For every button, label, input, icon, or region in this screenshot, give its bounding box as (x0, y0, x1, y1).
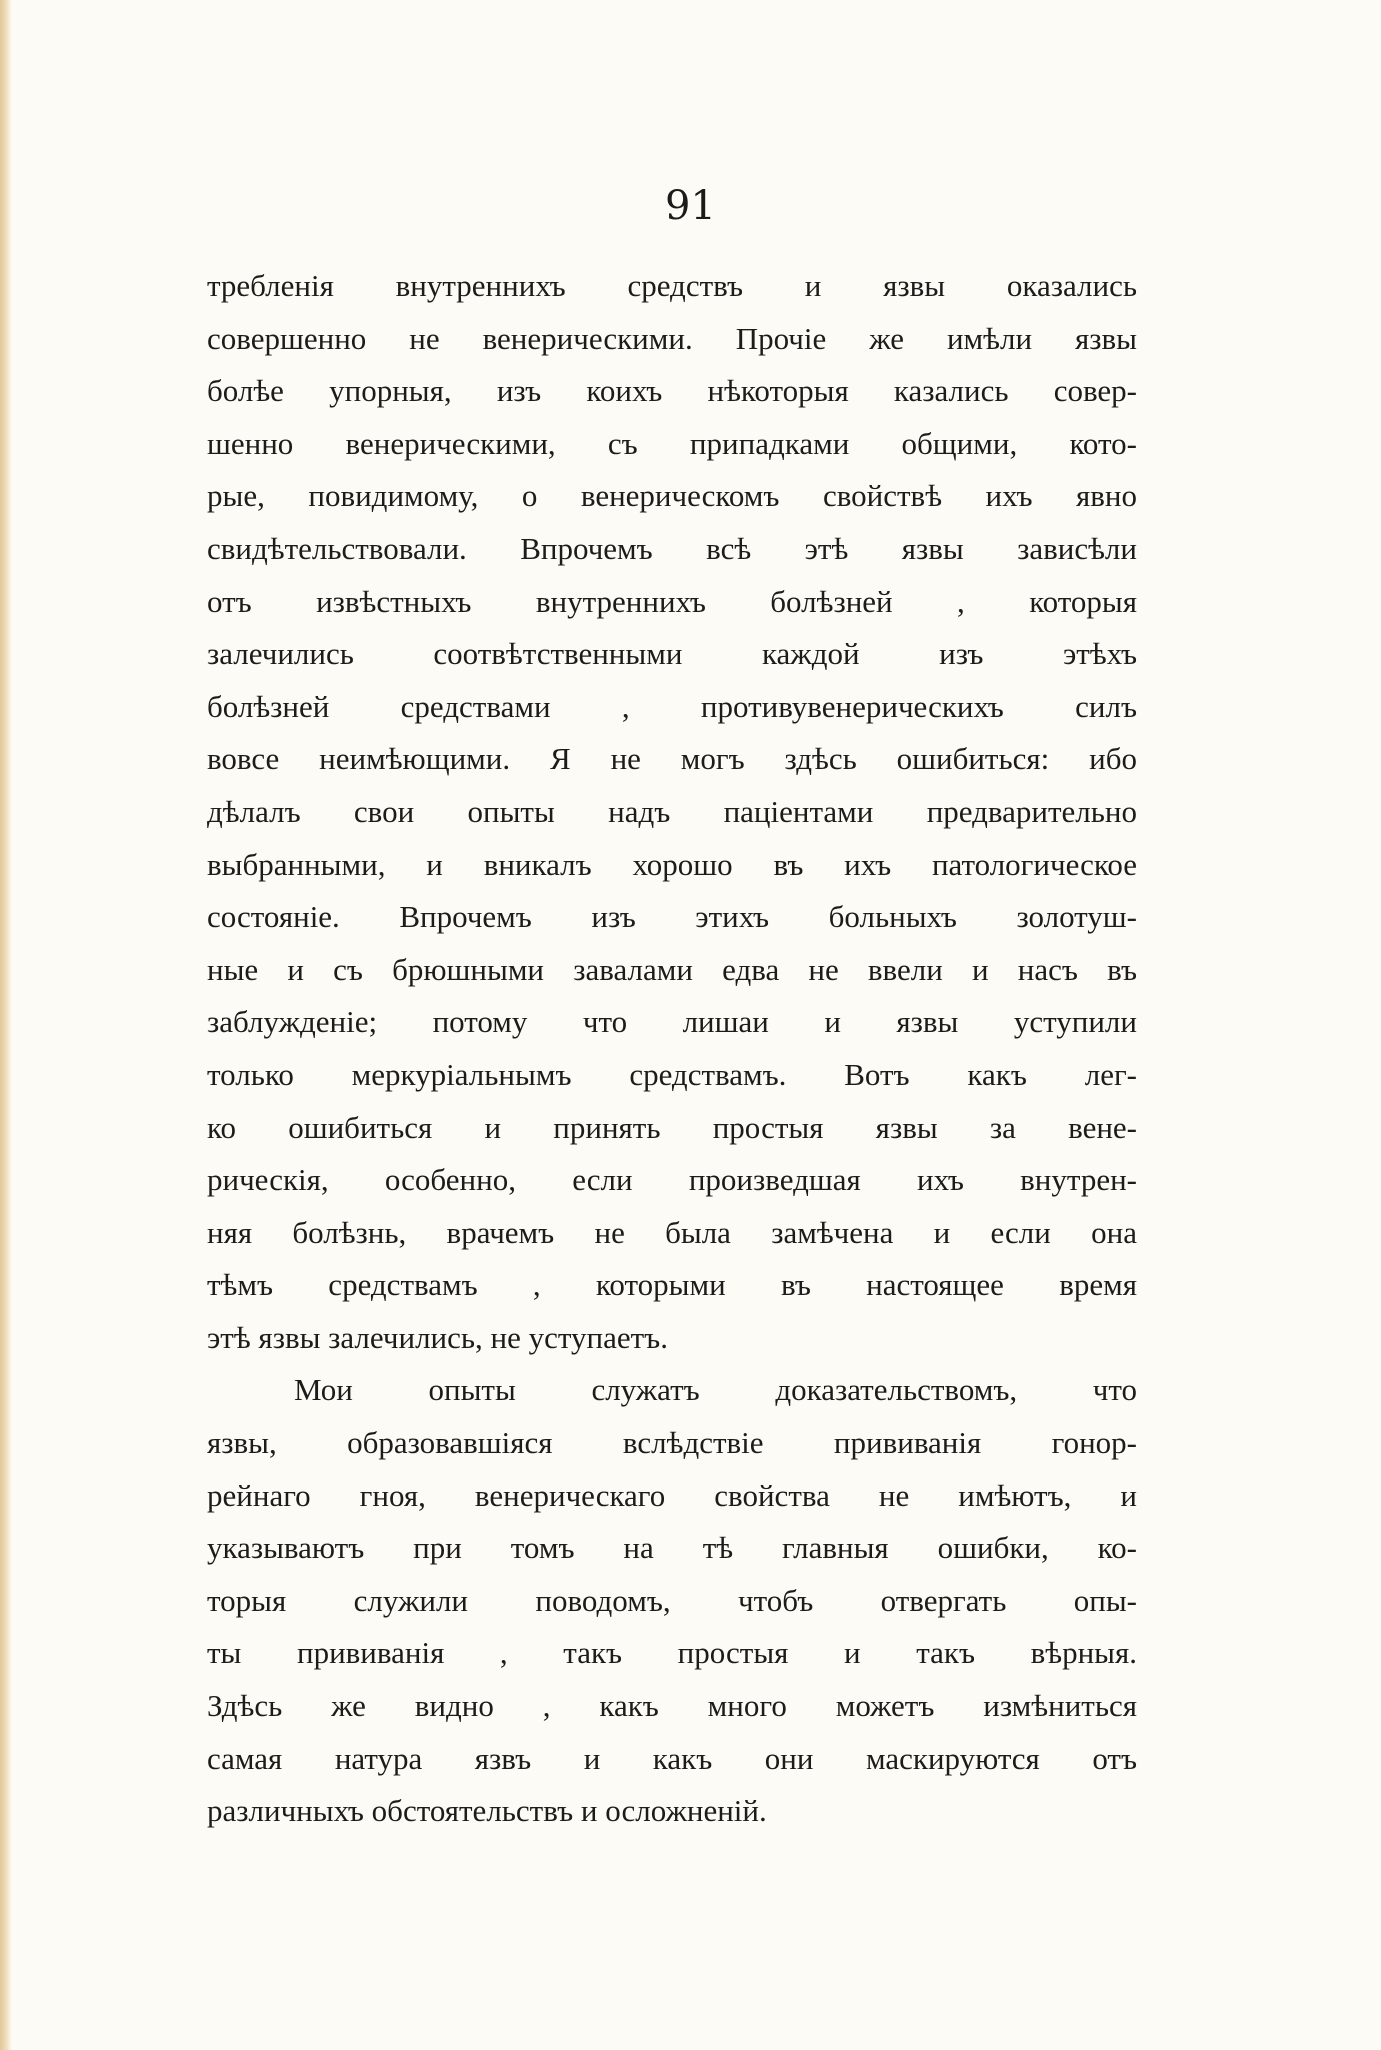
text-line: свидѣтельствовали. Впрочемъ всѣ этѣ язвы зависѣли (207, 530, 1137, 566)
text-line: ко ошибиться и принять простыя язвы за вене- (207, 1109, 1137, 1145)
text-line: няя болѣзнь, врачемъ не была замѣчена и если она (207, 1214, 1137, 1250)
text-line: вовсе неимѣющими. Я не могъ здѣсь ошибиться: ибо (207, 741, 1137, 777)
text-line: торыя служили поводомъ, чтобъ отвергать опы- (207, 1582, 1137, 1618)
text-line: рическія, особенно, если произведшая ихъ внутрен- (207, 1162, 1137, 1198)
text-line: болѣзней средствами , противувенерическихъ силъ (207, 688, 1137, 724)
text-line: дѣлалъ свои опыты надъ паціентами предварительно (207, 793, 1137, 829)
binding-edge (0, 0, 12, 2050)
text-line: требленія внутреннихъ средствъ и язвы оказались (207, 268, 1137, 303)
text-line: залечились соотвѣтственными каждой изъ этѣхъ (207, 636, 1137, 672)
text-line: различныхъ обстоятельствъ и осложненій. (207, 1793, 767, 1829)
text-line: ты прививанія , такъ простыя и такъ вѣрныя. (207, 1635, 1137, 1671)
body-text (207, 260, 1137, 1838)
text-line: рые, повидимому, о венерическомъ свойствѣ ихъ явно (207, 478, 1137, 514)
text-line: указываютъ при томъ на тѣ главныя ошибки, ко- (207, 1530, 1137, 1566)
text-line: тѣмъ средствамъ , которыми въ настоящее время (207, 1267, 1137, 1303)
text-line: шенно венерическими, съ припадками общими, кото- (207, 425, 1137, 461)
text-line: самая натура язвъ и какъ они маскируются отъ (207, 1740, 1137, 1776)
text-line: рейнаго гноя, венерическаго свойства не имѣютъ, и (207, 1477, 1137, 1513)
page-number: 91 (665, 183, 716, 229)
text-line: болѣе упорныя, изъ коихъ нѣкоторыя казались совер- (207, 373, 1137, 409)
text-line: только меркуріальнымъ средствамъ. Вотъ какъ лег- (207, 1056, 1137, 1092)
text-line: состояніе. Впрочемъ изъ этихъ больныхъ золотуш- (207, 899, 1137, 935)
text-line: ные и съ брюшными завалами едва не ввели и насъ въ (207, 951, 1137, 987)
text-line: отъ извѣстныхъ внутреннихъ болѣзней , которыя (207, 583, 1137, 619)
text-line: Мои опыты служатъ доказательствомъ, что (294, 1372, 1137, 1408)
text-line: Здѣсь же видно , какъ много можетъ измѣниться (207, 1688, 1137, 1724)
text-line: заблужденіе; потому что лишаи и язвы уступили (207, 1004, 1137, 1040)
text-line: этѣ язвы залечились, не уступаетъ. (207, 1319, 668, 1355)
text-line: выбранными, и вникалъ хорошо въ ихъ патологическое (207, 846, 1137, 882)
text-line: совершенно не венерическими. Прочіе же имѣли язвы (207, 320, 1137, 356)
text-line: язвы, образовавшіяся вслѣдствіе прививанія гонор- (207, 1425, 1137, 1461)
